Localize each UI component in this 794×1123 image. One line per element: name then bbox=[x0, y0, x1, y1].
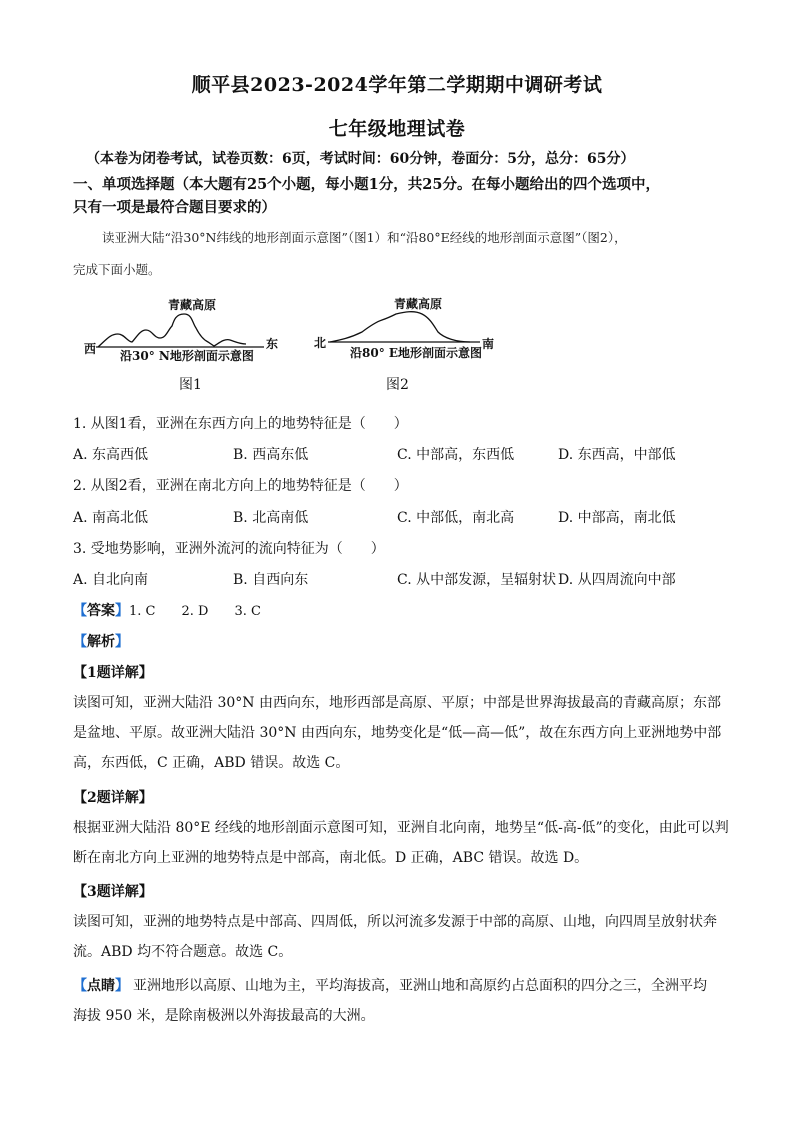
detail-2-tag: 2题详解 bbox=[87, 790, 139, 806]
intro-line2: 完成下面小题。 bbox=[73, 262, 161, 277]
detail-2-line: 断在南北方向上亚洲的地势特点是中部高，南北低。D 正确，ABC 错误。故选 D。 bbox=[73, 850, 589, 866]
question-2-option-c: C. 中部低，南北高 bbox=[397, 510, 515, 526]
question-3-option-d: D. 从四周流向中部 bbox=[558, 572, 676, 588]
tip-line: 海拔 950 米，是除南极洲以外海拔最高的大洲。 bbox=[73, 1008, 375, 1024]
figure-2-name: 图2 bbox=[386, 377, 409, 393]
detail-3-body bbox=[73, 907, 723, 967]
tip-tag: 点睛 bbox=[87, 978, 115, 994]
answer-row: 【答案】1. C 2. D 3. C bbox=[73, 603, 261, 619]
detail-3-line: 读图可知，亚洲的地势特点是中部高、四周低，所以河流多发源于中部的高原、山地，向四周呈放射状奔 bbox=[73, 914, 717, 930]
exam-info: （本卷为闭卷考试，试卷页数：6页，考试时间：60分钟，卷面分：5分，总分：65分） bbox=[86, 151, 635, 167]
figure-2-north-label: 北 bbox=[314, 336, 327, 350]
detail-1-tag: 1题详解 bbox=[87, 665, 139, 681]
question-2-option-d: D. 中部高，南北低 bbox=[558, 510, 676, 526]
detail-3-line: 流。ABD 均不符合题意。故选 C。 bbox=[73, 944, 293, 960]
detail-2-heading: 【2题详解】 bbox=[73, 790, 153, 806]
figure-1-top-label: 青藏高原 bbox=[168, 298, 217, 312]
question-2-stem: 2. 从图2看，亚洲在南北方向上的地势特征是（ ） bbox=[73, 478, 408, 494]
question-3-option-c: C. 从中部发源，呈辐射状 bbox=[397, 572, 557, 588]
figure-1-name: 图1 bbox=[179, 377, 202, 393]
answer-tag: 答案 bbox=[87, 603, 115, 619]
question-1-option-a: A. 东高西低 bbox=[73, 447, 149, 463]
section-heading-line2: 只有一项是最符合题目要求的） bbox=[73, 199, 276, 216]
section-heading-line1: 一、单项选择题（本大题有25个小题，每小题1分，共25分。在每小题给出的四个选项中， bbox=[73, 176, 660, 193]
question-2-option-b: B. 北高南低 bbox=[233, 510, 309, 526]
analysis-tag: 解析 bbox=[87, 634, 115, 650]
detail-2-line: 根据亚洲大陆沿 80°E 经线的地形剖面示意图可知，亚洲自北向南，地势呈“低-高-低”的变化，由此可以判 bbox=[73, 820, 729, 836]
tip-line: 亚洲地形以高原、山地为主，平均海拔高，亚洲山地和高原约占总面积的四分之三，全洲平均 bbox=[133, 978, 707, 994]
figure-2-south-label: 南 bbox=[482, 337, 495, 351]
figure-1-caption: 沿30° N地形剖面示意图 bbox=[120, 349, 254, 363]
intro-line1: 读亚洲大陆“沿30°N纬线的地形剖面示意图”（图1）和“沿80°E经线的地形剖面示意图”（图2）， bbox=[102, 230, 627, 245]
question-2-option-a: A. 南高北低 bbox=[73, 510, 149, 526]
page-subtitle: 七年级地理试卷 bbox=[328, 118, 466, 140]
analysis-heading: 【解析】 bbox=[73, 634, 129, 650]
question-1-option-d: D. 东西高，中部低 bbox=[558, 447, 676, 463]
figure-1 bbox=[80, 292, 280, 372]
question-1-option-b: B. 西高东低 bbox=[233, 447, 309, 463]
question-3-stem: 3. 受地势影响，亚洲外流河的流向特征为（ ） bbox=[73, 541, 385, 557]
detail-1-line: 高，东西低，C 正确，ABD 错误。故选 C。 bbox=[73, 755, 350, 771]
answer-text: 1. C 2. D 3. C bbox=[129, 604, 261, 619]
detail-2-body bbox=[73, 813, 729, 873]
figure-1-east-label: 东 bbox=[266, 337, 279, 351]
detail-1-body bbox=[73, 688, 723, 778]
tip-row: 【点睛】 亚洲地形以高原、山地为主，平均海拔高，亚洲山地和高原约占总面积的四分之三，全洲平均 bbox=[73, 978, 707, 994]
detail-3-heading: 【3题详解】 bbox=[73, 884, 153, 900]
detail-1-heading: 【1题详解】 bbox=[73, 665, 153, 681]
detail-1-line: 是盆地、平原。故亚洲大陆沿 30°N 由西向东，地势变化是“低—高—低”，故在东西方向上亚洲地势中部 bbox=[73, 725, 722, 741]
detail-1-line: 读图可知，亚洲大陆沿 30°N 由西向东，地形西部是高原、平原；中部是世界海拔最高的青藏高原；东部 bbox=[73, 695, 721, 711]
figure-2-top-label: 青藏高原 bbox=[394, 297, 443, 311]
question-3-option-b: B. 自西向东 bbox=[233, 572, 309, 588]
figure-2 bbox=[310, 292, 500, 372]
figure-1-west-label: 西 bbox=[84, 342, 97, 356]
question-1-stem: 1. 从图1看，亚洲在东西方向上的地势特征是（ ） bbox=[73, 416, 408, 432]
question-3-option-a: A. 自北向南 bbox=[73, 572, 149, 588]
detail-3-tag: 3题详解 bbox=[87, 884, 139, 900]
figure-2-caption: 沿80° E地形剖面示意图 bbox=[350, 346, 483, 360]
page-title: 顺平县2023-2024学年第二学期期中调研考试 bbox=[191, 74, 603, 96]
question-1-option-c: C. 中部高，东西低 bbox=[397, 447, 515, 463]
